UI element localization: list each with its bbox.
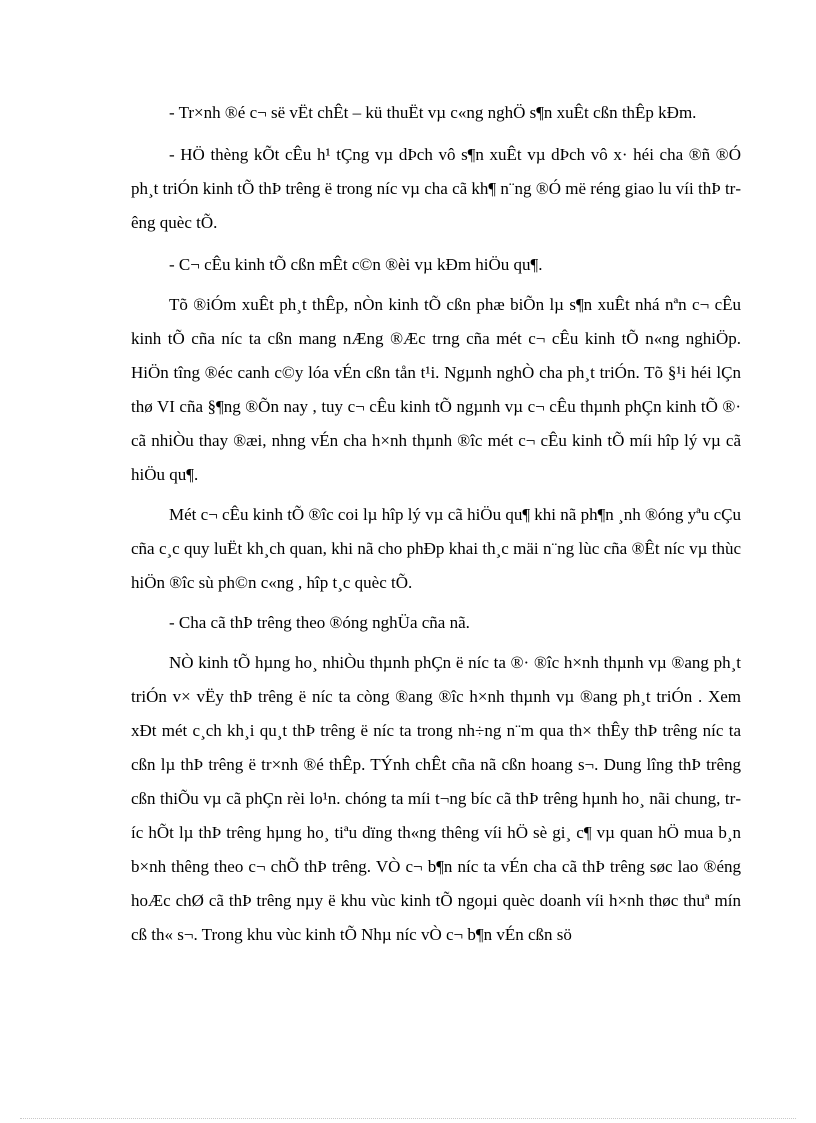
paragraph-5: Mét c¬ cÊu kinh tÕ ®îc coi lµ hîp lý vµ cã hiÖu qu¶ khi nã ph¶n ¸nh ®óng yªu cÇu cña c¸c quy luËt kh¸ch quan, khi nã cho phÐp khai th¸c mäi n¨ng lùc cña ®Êt níc vµ thùc hiÖn ®îc sù ph©n c«ng , hîp t¸c quèc tÕ. (131, 505, 741, 592)
paragraph-3: - C¬ cÊu kinh tÕ cßn mÊt c©n ®èi vµ kÐm hiÖu qu¶. (169, 255, 543, 274)
paragraph-7: NÒ kinh tÕ hµng ho¸ nhiÒu thµnh phÇn ë níc ta ®· ®îc h×nh thµnh vµ ®ang ph¸t triÓn v× vËy thÞ trêng ë níc ta còng ®ang ®îc h×nh thµnh vµ ®ang ph¸t triÓn . Xem xÐt mét c¸ch kh¸i qu¸t thÞ trêng ë níc ta trong nh÷ng n¨m qua th× thÊy thÞ trêng níc ta cßn lµ thÞ trêng ë tr×nh ®é thÊp. TÝnh chÊt cña nã cßn hoang s¬. Dung lîng thÞ trêng cßn thiÕu vµ cã phÇn rèi lo¹n. chóng ta míi t¬ng bíc cã thÞ trêng hµnh ho¸ nãi chung, tríc hÕt lµ thÞ trêng hµng ho¸ tiªu dïng th«ng thêng víi hÖ sè gi¸ c¶ vµ quan hÖ mua b¸n b×nh thêng theo c¬ chÕ thÞ trêng. VÒ c¬ b¶n níc ta vÉn cha cã thÞ trêng søc lao ®éng hoÆc chØ cã thÞ trêng nµy ë khu vùc kinh tÕ ngoµi quèc doanh víi h×nh thøc thuª mín cß th« s¬. Trong khu vùc kinh tÕ Nhµ níc vÒ c¬ b¶n vÉn cßn sö (131, 653, 741, 944)
page-bottom-divider (20, 1118, 796, 1119)
paragraph-2: - HÖ thèng kÕt cÊu h¹ tÇng vµ dÞch vô s¶n xuÊt vµ dÞch vô x· héi cha ®ñ ®Ó ph¸t triÓn kinh tÕ thÞ trêng ë trong níc vµ cha cã kh¶ n¨ng ®Ó më réng giao lu víi thÞ trêng quèc tÕ. (131, 145, 741, 232)
paragraph-6: - Cha cã thÞ trêng theo ®óng nghÜa cña nã. (169, 613, 470, 632)
document-body (131, 96, 741, 952)
paragraph-4: Tõ ®iÓm xuÊt ph¸t thÊp, nÒn kinh tÕ cßn phæ biÕn lµ s¶n xuÊt nhá nªn c¬ cÊu kinh tÕ cña níc ta cßn mang nÆng ®Æc trng cña mét c¬ cÊu kinh tÕ n«ng nghiÖp. HiÖn tîng ®éc canh c©y lóa vÉn cßn tån t¹i. Ngµnh nghÒ cha ph¸t triÓn. Tõ §¹i héi lÇn thø VI cña §¶ng ®Õn nay , tuy c¬ cÊu kinh tÕ ngµnh vµ c¬ cÊu thµnh phÇn kinh tÕ ®· cã nhiÒu thay ®æi, nhng vÉn cha h×nh thµnh ®îc mét c¬ cÊu kinh tÕ míi hîp lý vµ cã hiÖu qu¶. (131, 295, 741, 484)
paragraph-1: - Tr×nh ®é c¬ së vËt chÊt – kü thuËt vµ c«ng nghÖ s¶n xuÊt cßn thÊp kÐm. (169, 103, 697, 122)
